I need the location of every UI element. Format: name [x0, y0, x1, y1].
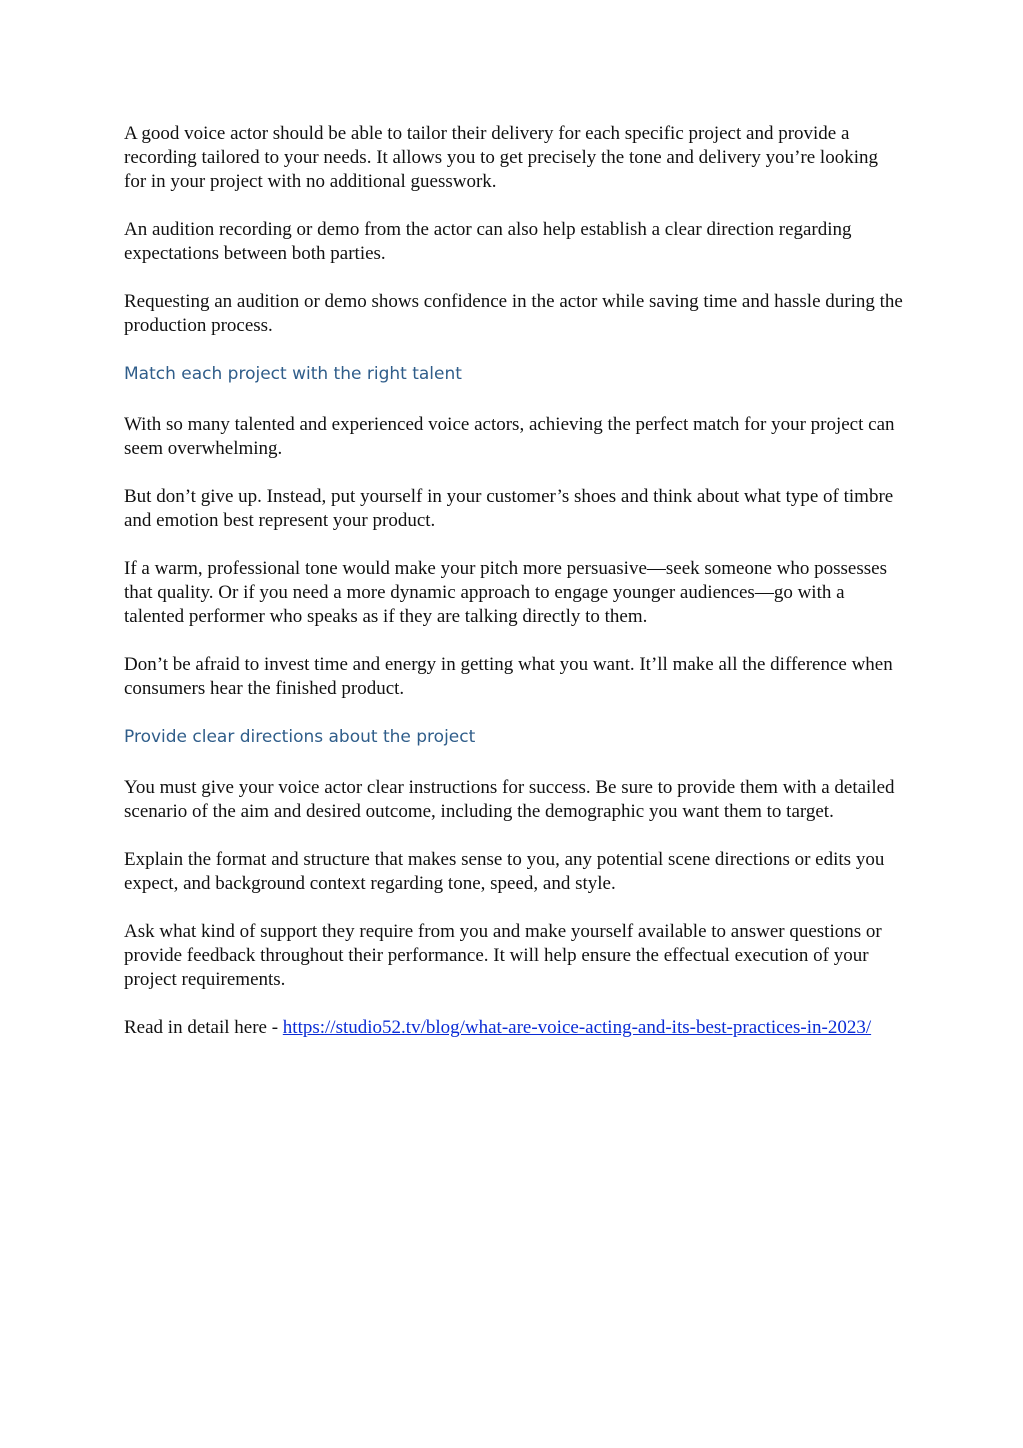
article-link[interactable]: https://studio52.tv/blog/what-are-voice-acting-and-its-best-practices-in-2023/	[282, 1017, 872, 1038]
read-more-line	[124, 1016, 904, 1040]
paragraph-audition-recording: An audition recording or demo from the actor can also help establish a clear direction regarding expectations between both parties.	[124, 219, 852, 264]
paragraph-talented-actors: With so many talented and experienced voice actors, achieving the perfect match for your project can seem overwhelming.	[124, 414, 895, 459]
paragraph-customer-shoes: But don’t give up. Instead, put yourself in your customer’s shoes and think about what type of timbre and emotion best represent your product.	[124, 486, 894, 531]
paragraph-clear-instructions: You must give your voice actor clear instructions for success. Be sure to provide them with a detailed scenario of the aim and desired outcome, including the demographic you want them to target.	[124, 777, 895, 822]
paragraph-invest-time: Don’t be afraid to invest time and energy in getting what you want. It’ll make all the difference when consumers hear the finished product.	[124, 654, 893, 699]
paragraph-tailor-delivery: A good voice actor should be able to tailor their delivery for each specific project and provide a recording tailored to your needs. It allows you to get precisely the tone and delivery you’re looking for in your project with no additional guesswork.	[124, 123, 878, 192]
read-more-prefix: Read in detail here -	[124, 1017, 283, 1038]
paragraph-warm-tone: If a warm, professional tone would make your pitch more persuasive—seek someone who possesses that quality. Or if you need a more dynamic approach to engage younger audiences—go with a talented performer who speaks as if they are talking directly to them.	[124, 558, 887, 627]
heading-match-talent: Match each project with the right talent	[124, 364, 462, 384]
paragraph-support: Ask what kind of support they require from you and make yourself available to answer questions or provide feedback throughout their performance. It will help ensure the effectual execution of your project requirements.	[124, 921, 882, 990]
document-body	[124, 122, 904, 1064]
heading-clear-directions: Provide clear directions about the project	[124, 727, 476, 747]
paragraph-format-structure: Explain the format and structure that makes sense to you, any potential scene directions or edits you expect, and background context regarding tone, speed, and style.	[124, 849, 885, 894]
paragraph-requesting-audition: Requesting an audition or demo shows confidence in the actor while saving time and hassle during the production process.	[124, 291, 903, 336]
